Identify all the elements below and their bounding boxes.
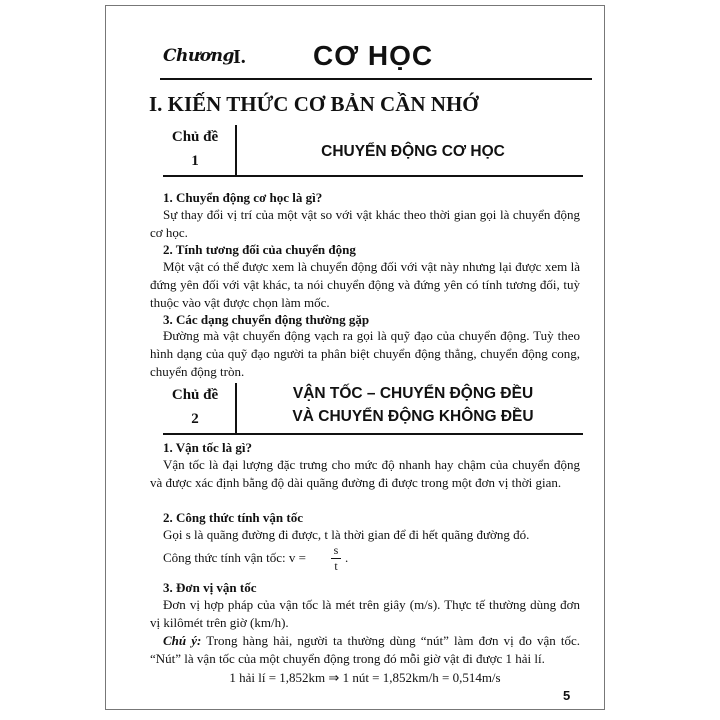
- t2-paragraph-1: Vận tốc là đại lượng đặc trưng cho mức độ nhanh hay chậm của chuyển động và được xác định bằng độ dài quãng đường đi được trong một đơn vị thời gian.: [150, 457, 580, 490]
- chapter-title: CƠ HỌC: [313, 40, 434, 71]
- topic-1-header: [163, 125, 583, 177]
- topic-2-underline: [163, 433, 583, 435]
- chapter-rule: [160, 78, 592, 80]
- t2-note: [150, 632, 580, 668]
- topic-2-header: [163, 383, 583, 435]
- topic-2-label-line1: Chủ đề: [171, 387, 219, 403]
- chapter-script-label: Chương: [163, 46, 234, 66]
- topic-1-divider: [235, 125, 237, 177]
- note-text: Trong hàng hải, người ta thường dùng “nút” làm đơn vị đo vận tốc. “Nút” là vận tốc của một chuyển động trong đó mỗi giờ vật đi được 1 hải lí.: [150, 633, 580, 666]
- formula-prefix: Công thức tính vận tốc: v =: [163, 550, 306, 565]
- velocity-formula: [163, 543, 349, 576]
- t1-paragraph-1: Sự thay đổi vị trí của một vật so với vật khác theo thời gian gọi là chuyển động cơ học.: [150, 207, 580, 240]
- topic-1-title: CHUYỂN ĐỘNG CƠ HỌC: [321, 143, 505, 160]
- t1-paragraph-2: Một vật có thể được xem là chuyển động đối với vật này nhưng lại được xem là đứng yên đối với vật khác, ta nói chuyển động và đứng yên có tính tương đối, tuỳ thuộc vào vật được chọn làm mốc.: [150, 259, 580, 310]
- t2-heading-3: 3. Đơn vị vận tốc: [163, 580, 257, 595]
- t2-heading-1: 1. Vận tốc là gì?: [163, 440, 252, 455]
- topic-1-label: [163, 125, 227, 173]
- section-title: I. KIẾN THỨC CƠ BẢN CẦN NHỚ: [149, 92, 479, 116]
- page-number: 5: [563, 688, 571, 703]
- t2-paragraph-3: Đơn vị hợp pháp của vận tốc là mét trên giây (m/s). Thực tế thường dùng đơn vị kilômét trên giờ (km/h).: [150, 597, 580, 630]
- t1-heading-3: 3. Các dạng chuyển động thường gặp: [163, 312, 370, 327]
- t2-heading-2: 2. Công thức tính vận tốc: [163, 510, 303, 525]
- formula-numerator: s: [333, 543, 339, 557]
- t1-heading-1: 1. Chuyển động cơ học là gì?: [163, 190, 323, 205]
- topic-2-divider: [235, 383, 237, 435]
- formula-denominator: t: [334, 559, 338, 573]
- topic-2-label: [163, 383, 227, 431]
- t1-paragraph-3: Đường mà vật chuyển động vạch ra gọi là quỹ đạo của chuyển động. Tuỳ theo hình dạng của quỹ đạo người ta phân biệt chuyển động thẳng, chuyển động cong, chuyển động tròn.: [150, 328, 580, 379]
- topic-1-label-line1: Chủ đề: [171, 129, 219, 145]
- topic-1-label-line2: 1: [191, 153, 199, 169]
- topic-2-title-line2: VÀ CHUYỂN ĐỘNG KHÔNG ĐỀU: [292, 408, 534, 425]
- chapter-number: I.: [233, 46, 246, 68]
- t2-paragraph-2: Gọi s là quãng đường đi được, t là thời gian để đi hết quãng đường đó.: [163, 527, 530, 542]
- formula-fraction: [331, 544, 341, 573]
- topic-1-underline: [163, 175, 583, 177]
- note-label: Chú ý:: [163, 633, 202, 648]
- chapter-heading: [163, 40, 593, 80]
- conversion-line: 1 hải lí = 1,852km ⇒ 1 nút = 1,852km/h = 0,514m/s: [229, 670, 501, 685]
- topic-2-title-line1: VẬN TỐC – CHUYỂN ĐỘNG ĐỀU: [292, 385, 534, 402]
- topic-2-label-line2: 2: [191, 411, 199, 427]
- t1-heading-2: 2. Tính tương đối của chuyển động: [163, 242, 356, 257]
- formula-suffix: .: [345, 550, 349, 565]
